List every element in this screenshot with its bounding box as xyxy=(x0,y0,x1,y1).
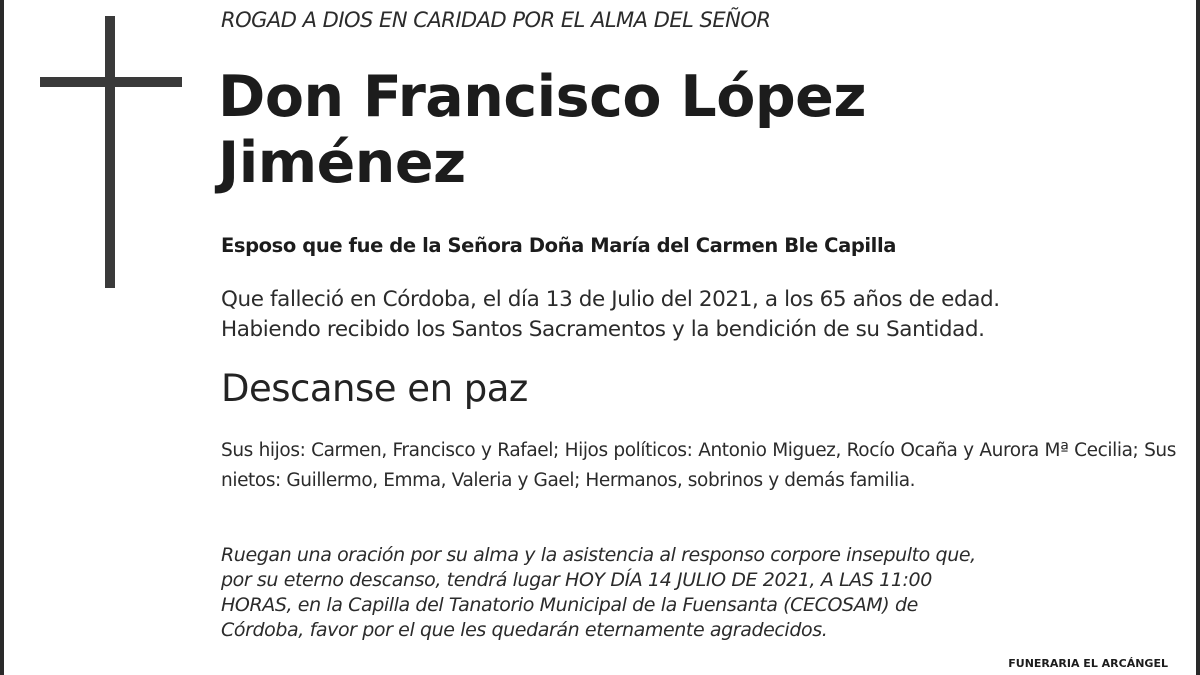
death-info-line-1: Que falleció en Córdoba, el día 13 de Julio del 2021, a los 65 años de edad. xyxy=(221,287,1000,312)
funeral-home-name: FUNERARIA EL ARCÁNGEL xyxy=(1008,657,1168,670)
prayer-request-line-1: Ruegan una oración por su alma y la asistencia al responso corpore insepulto que, xyxy=(221,544,976,566)
rest-in-peace-heading: Descanse en paz xyxy=(221,367,528,410)
deceased-name-line-2: Jiménez xyxy=(218,130,466,196)
prayer-request-line-4: Córdoba, favor por el que les quedarán eternamente agradecidos. xyxy=(221,619,828,641)
cross-horizontal-bar xyxy=(40,77,182,87)
prayer-request-line-3: HORAS, en la Capilla del Tanatorio Municipal de la Fuensanta (CECOSAM) de xyxy=(221,594,918,616)
family-list: Sus hijos: Carmen, Francisco y Rafael; Hijos políticos: Antonio Miguez, Rocío Ocaña y Aurora Mª Cecilia; Sus nietos: Guillermo, Emma, Valeria y Gael; Hermanos, sobrinos y demás familia. xyxy=(221,440,1176,491)
dedication-header: ROGAD A DIOS EN CARIDAD POR EL ALMA DEL SEÑOR xyxy=(221,8,771,32)
death-info-line-2: Habiendo recibido los Santos Sacramentos y la bendición de su Santidad. xyxy=(221,317,985,342)
cross-vertical-bar xyxy=(105,16,115,288)
deceased-name xyxy=(218,64,866,196)
prayer-request-line-2: por su eterno descanso, tendrá lugar HOY DÍA 14 JULIO DE 2021, A LAS 11:00 xyxy=(221,569,932,591)
prayer-request xyxy=(221,543,1176,643)
spouse-line: Esposo que fue de la Señora Doña María del Carmen Ble Capilla xyxy=(221,234,897,257)
deceased-name-line-1: Don Francisco López xyxy=(218,64,867,130)
death-info xyxy=(221,285,1000,345)
